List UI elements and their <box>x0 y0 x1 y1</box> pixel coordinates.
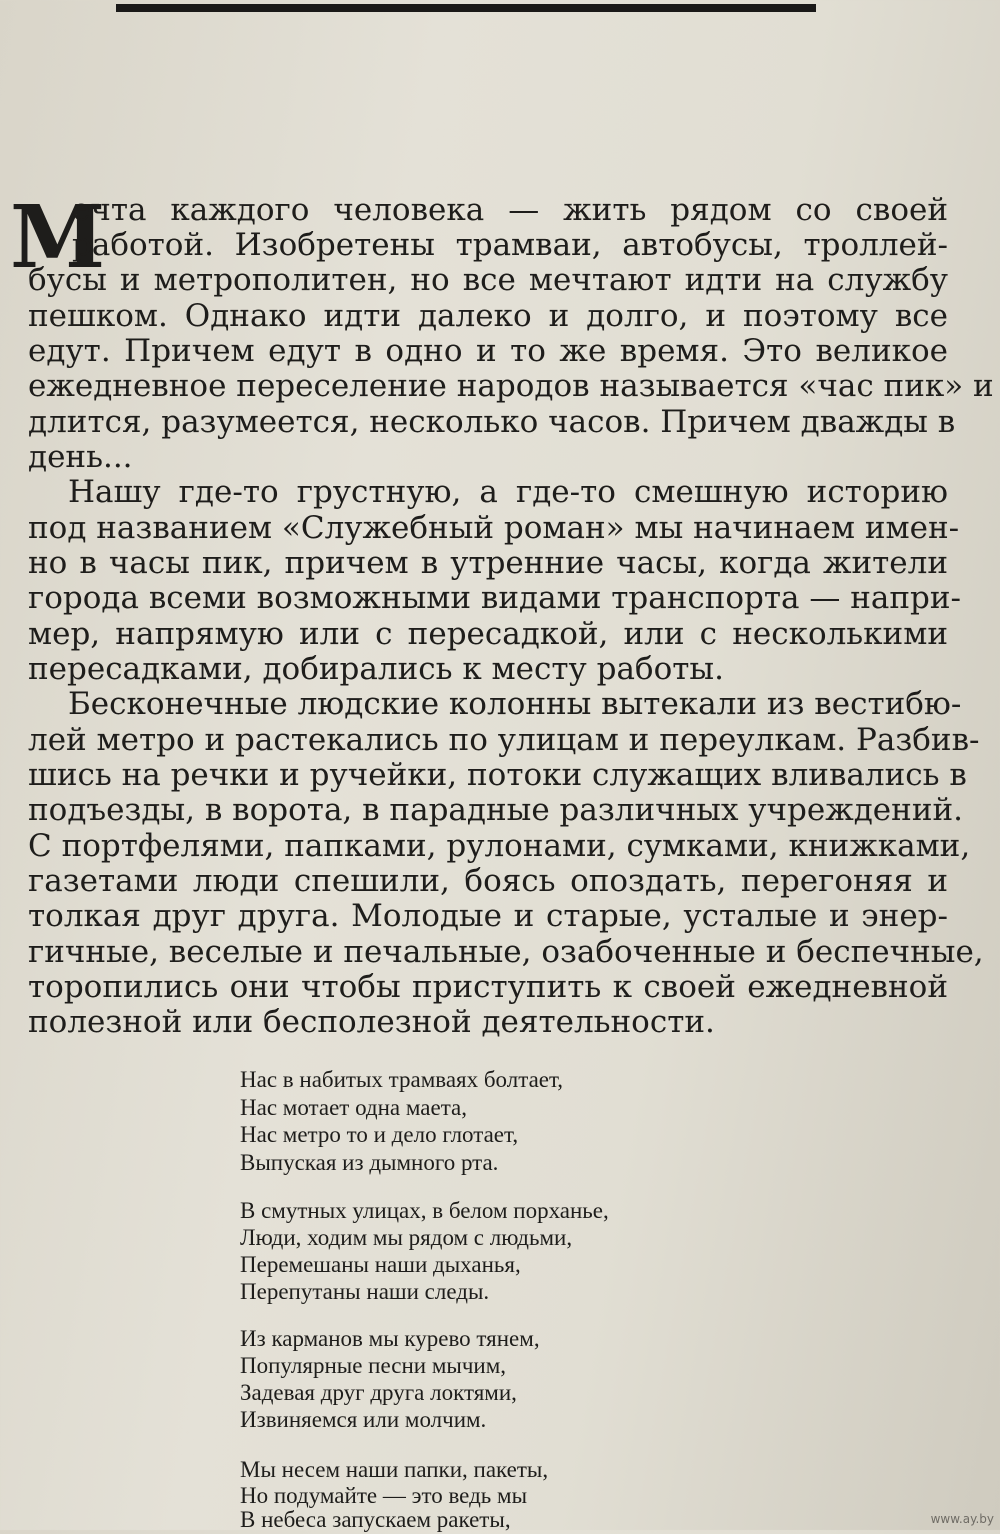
poem-line: Популярные песни мычим, <box>240 1353 507 1378</box>
poem-line: Мы несем наши папки, пакеты, <box>240 1457 549 1482</box>
text-line: ежедневное переселение народов называется «час пик» и <box>28 368 994 404</box>
watermark: www.ay.by <box>930 1512 994 1526</box>
poem-line: Извиняемся или молчим. <box>240 1407 487 1432</box>
text-line: Бесконечные людские колонны вытекали из вестибю- <box>68 686 962 722</box>
text-line: под названием «Служебный роман» мы начинаем имен- <box>28 510 960 546</box>
text-line: работой. Изобретены трамваи, автобусы, троллей- <box>72 227 948 263</box>
poem-line: Но подумайте — это ведь мы <box>240 1483 528 1508</box>
poem-line: Нас метро то и дело глотает, <box>240 1122 519 1147</box>
text-line: мер, напрямую или с пересадкой, или с несколькими <box>28 616 948 652</box>
text-line: бусы и метрополитен, но все мечтают идти на службу <box>28 262 948 298</box>
text-line: пересадками, добирались к месту работы. <box>28 651 724 687</box>
text-line: лей метро и растекались по улицам и переулкам. Разбив- <box>28 722 980 758</box>
poem-line: Нас в набитых трамваях болтает, <box>240 1067 564 1092</box>
top-rule <box>116 4 816 12</box>
text-line: газетами люди спешили, боясь опоздать, перегоняя и <box>28 863 948 899</box>
poem-line: Люди, ходим мы рядом с людьми, <box>240 1225 573 1250</box>
text-line: подъезды, в ворота, в парадные различных учреждений. <box>28 792 963 828</box>
text-line: ечта каждого человека — жить рядом со своей <box>72 192 948 228</box>
text-line: полезной или бесполезной деятельности. <box>28 1004 715 1040</box>
text-line: города всеми возможными видами транспорта — напри- <box>28 580 962 616</box>
poem-line: Перемешаны наши дыханья, <box>240 1252 521 1277</box>
text-line: Нашу где-то грустную, а где-то смешную историю <box>68 474 948 510</box>
poem-line: Из карманов мы курево тянем, <box>240 1326 540 1351</box>
text-line: толкая друг друга. Молодые и старые, усталые и энер- <box>28 898 948 934</box>
text-line: но в часы пик, причем в утренние часы, когда жители <box>28 545 948 581</box>
poem-line: Выпуская из дымного рта. <box>240 1150 499 1175</box>
poem-line: В смутных улицах, в белом порханье, <box>240 1198 609 1223</box>
text-line: гичные, веселые и печальные, озабоченные и беспечные, <box>28 934 984 970</box>
poem-line: Перепутаны наши следы. <box>240 1279 490 1304</box>
text-line: шись на речки и ручейки, потоки служащих вливались в <box>28 757 967 793</box>
text-line: торопились они чтобы приступить к своей ежедневной <box>28 969 948 1005</box>
poem-line: В небеса запускаем ракеты, <box>240 1507 511 1532</box>
text-line: едут. Причем едут в одно и то же время. Это великое <box>28 333 948 369</box>
text-line: пешком. Однако идти далеко и долго, и поэтому все <box>28 298 948 334</box>
text-line: длится, разумеется, несколько часов. Причем дважды в <box>28 404 956 440</box>
text-line: С портфелями, папками, рулонами, сумками, книжками, <box>28 828 971 864</box>
poem-line: Задевая друг друга локтями, <box>240 1380 517 1405</box>
text-line: день... <box>28 439 133 475</box>
drop-cap: М <box>10 187 106 288</box>
poem-line: Нас мотает одна маета, <box>240 1095 467 1120</box>
